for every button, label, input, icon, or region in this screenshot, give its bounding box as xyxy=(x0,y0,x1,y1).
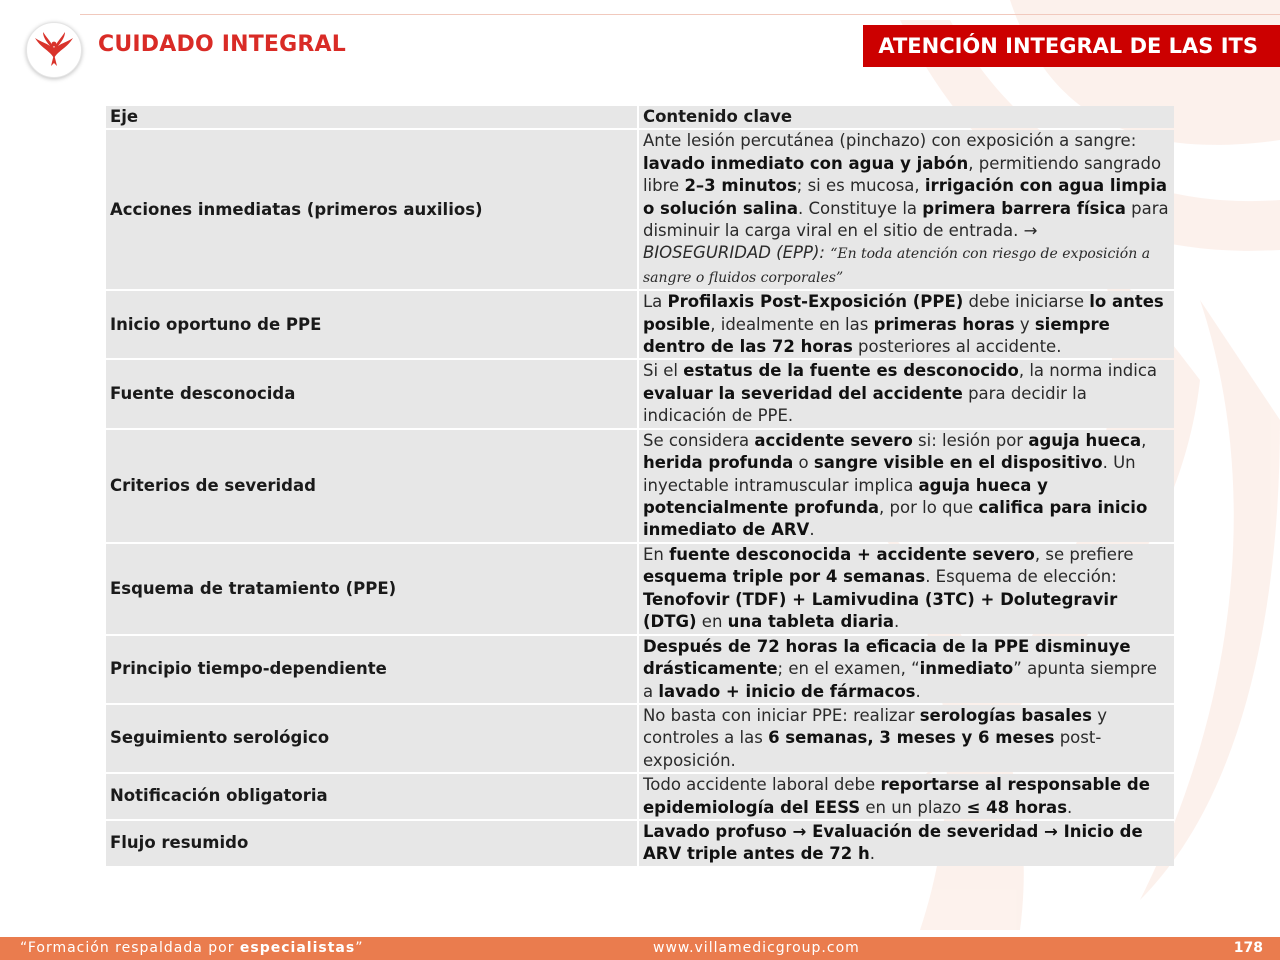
table-cell-content xyxy=(639,430,1174,542)
text-segment: , se prefiere xyxy=(1034,544,1134,564)
table-cell-eje: Flujo resumido xyxy=(106,821,637,866)
table-row xyxy=(106,774,1174,819)
table-cell-content xyxy=(639,636,1174,703)
text-segment: ; en el examen, “ xyxy=(777,659,920,679)
text-segment: . xyxy=(894,612,900,632)
bold-text: esquema triple por 4 semanas xyxy=(642,567,926,587)
bold-text: Después de 72 horas la eficacia de la PPE disminuye drásticamente xyxy=(642,636,1131,679)
text-segment: y controles a las xyxy=(642,705,1107,748)
text-segment: , la norma indica xyxy=(1018,361,1158,381)
text-segment: . Constituye la xyxy=(798,198,923,218)
text-segment: . xyxy=(1067,797,1073,817)
bold-text: primera barrera física xyxy=(922,198,1126,218)
table-row xyxy=(106,291,1174,358)
footer-bar xyxy=(0,937,1280,960)
bold-text: accidente severo xyxy=(754,430,913,450)
column-header-eje: Eje xyxy=(106,106,637,128)
footer-slogan xyxy=(20,940,363,956)
table-cell-content xyxy=(639,705,1174,772)
bold-text: califica para inicio inmediato de ARV xyxy=(642,497,1148,540)
table-row xyxy=(106,636,1174,703)
text-segment: ; si es mucosa, xyxy=(796,176,925,196)
text-segment: , por lo que xyxy=(879,497,979,517)
page-number: 178 xyxy=(1233,940,1263,956)
bold-text: sangre visible en el dispositivo xyxy=(813,453,1103,473)
phoenix-logo-icon xyxy=(26,22,82,78)
text-segment: ” apunta siempre a xyxy=(642,659,1157,701)
text-segment: debe iniciarse xyxy=(963,292,1090,312)
text-segment: , idealmente en las xyxy=(710,314,874,334)
bold-text: lavado inmediato con agua y jabón xyxy=(642,153,969,173)
table-row xyxy=(106,705,1174,772)
table-cell-eje: Fuente desconocida xyxy=(106,360,637,427)
table-header-row xyxy=(106,106,1174,128)
table-cell-content xyxy=(639,360,1174,427)
content-table xyxy=(104,104,1176,868)
footer-slogan-bold: especialistas xyxy=(239,940,356,956)
table-cell-eje: Notificación obligatoria xyxy=(106,774,637,819)
bold-text: evaluar la severidad del accidente xyxy=(642,383,963,403)
footer-slogan-pre: “Formación respaldada por xyxy=(20,940,240,956)
bold-text: una tableta diaria xyxy=(727,612,895,632)
table-cell-eje: Seguimiento serológico xyxy=(106,705,637,772)
bold-text: inmediato xyxy=(919,659,1014,679)
table-row xyxy=(106,130,1174,289)
table-cell-content xyxy=(639,821,1174,866)
table-cell-content xyxy=(639,130,1174,289)
text-segment: y xyxy=(1014,314,1035,334)
bold-text: irrigación con agua limpia o solución salina xyxy=(642,176,1167,218)
citation-text: “En toda atención con riesgo de exposición a sangre o fluidos corporales” xyxy=(642,246,1151,286)
table-cell-content xyxy=(639,291,1174,358)
text-segment: , permitiendo sangrado libre xyxy=(642,153,1162,196)
bold-text: fuente desconocida + accidente severo xyxy=(669,544,1035,564)
bold-text: ≤ 48 horas xyxy=(966,797,1068,817)
footer-slogan-post: ” xyxy=(355,940,364,956)
text-segment: si: lesión por xyxy=(912,430,1029,450)
text-segment: . xyxy=(869,844,876,864)
italic-text: → BIOSEGURIDAD (EPP): xyxy=(642,221,1038,263)
table-row xyxy=(106,544,1174,634)
bold-text: aguja hueca xyxy=(1028,430,1142,450)
text-segment: Si el xyxy=(642,361,684,381)
text-segment: en xyxy=(696,612,728,632)
bold-text: reportarse al responsable de epidemiología del EESS xyxy=(642,775,1150,817)
text-segment: en un plazo xyxy=(860,797,967,817)
brand-title: CUIDADO INTEGRAL xyxy=(98,32,346,57)
text-segment: Todo accidente laboral debe xyxy=(642,775,881,795)
column-header-contenido: Contenido clave xyxy=(639,106,1174,128)
text-segment: post-exposición. xyxy=(642,728,1102,770)
table-row xyxy=(106,360,1174,427)
text-segment: . xyxy=(915,681,921,701)
table-cell-eje: Principio tiempo-dependiente xyxy=(106,636,637,703)
table-row xyxy=(106,821,1174,866)
text-segment: La xyxy=(642,292,668,312)
header-rule xyxy=(80,14,1280,15)
table-row xyxy=(106,430,1174,542)
bold-text: lavado + inicio de fármacos xyxy=(658,681,916,701)
text-segment: , xyxy=(1141,430,1147,450)
table-body xyxy=(106,130,1174,865)
table-cell-eje: Inicio oportuno de PPE xyxy=(106,291,637,358)
table-cell-eje: Criterios de severidad xyxy=(106,430,637,542)
bold-text: herida profunda xyxy=(642,453,794,473)
text-segment: . Un inyectable intramuscular implica xyxy=(642,453,1136,495)
bold-text: lo antes posible xyxy=(642,292,1164,334)
bold-text: 2–3 minutos xyxy=(684,176,797,196)
table-cell-content xyxy=(639,774,1174,819)
text-segment: Ante lesión percutánea (pinchazo) con exposición a sangre: xyxy=(642,131,1137,151)
bold-text: Profilaxis Post-Exposición (PPE) xyxy=(667,292,964,312)
bold-text: primeras horas xyxy=(873,314,1015,334)
text-segment: para decidir la indicación de PPE. xyxy=(642,383,1087,426)
text-segment: o xyxy=(793,453,814,473)
table-cell-content xyxy=(639,544,1174,634)
text-segment: Se considera xyxy=(642,430,755,450)
bold-text: Tenofovir (TDF) + Lamivudina (3TC) + Dolutegravir (DTG) xyxy=(642,589,1118,632)
bold-text: 6 semanas, 3 meses y 6 meses xyxy=(768,728,1055,748)
section-badge xyxy=(863,25,1280,67)
bold-text: Lavado profuso → Evaluación de severidad → Inicio de ARV triple antes de 72 h xyxy=(642,821,1143,864)
text-segment: . xyxy=(809,520,815,540)
bold-text: siempre dentro de las 72 horas xyxy=(642,314,1110,357)
text-segment: para disminuir la carga viral en el sitio de entrada. xyxy=(642,198,1169,241)
text-segment: En xyxy=(642,544,670,564)
text-segment: . Esquema de elección: xyxy=(925,567,1117,587)
footer-url-link[interactable]: www.villamedicgroup.com xyxy=(653,940,860,956)
text-segment: No basta con iniciar PPE: realizar xyxy=(642,705,920,725)
table-cell-eje: Esquema de tratamiento (PPE) xyxy=(106,544,637,634)
text-segment: posteriores al accidente. xyxy=(852,337,1062,357)
table-cell-eje: Acciones inmediatas (primeros auxilios) xyxy=(106,130,637,289)
bold-text: estatus de la fuente es desconocido xyxy=(683,361,1019,381)
section-badge-label: ATENCIÓN INTEGRAL DE LAS ITS xyxy=(878,34,1258,58)
bold-text: aguja hueca y potencialmente profunda xyxy=(642,475,1048,517)
bold-text: serologías basales xyxy=(919,705,1092,725)
